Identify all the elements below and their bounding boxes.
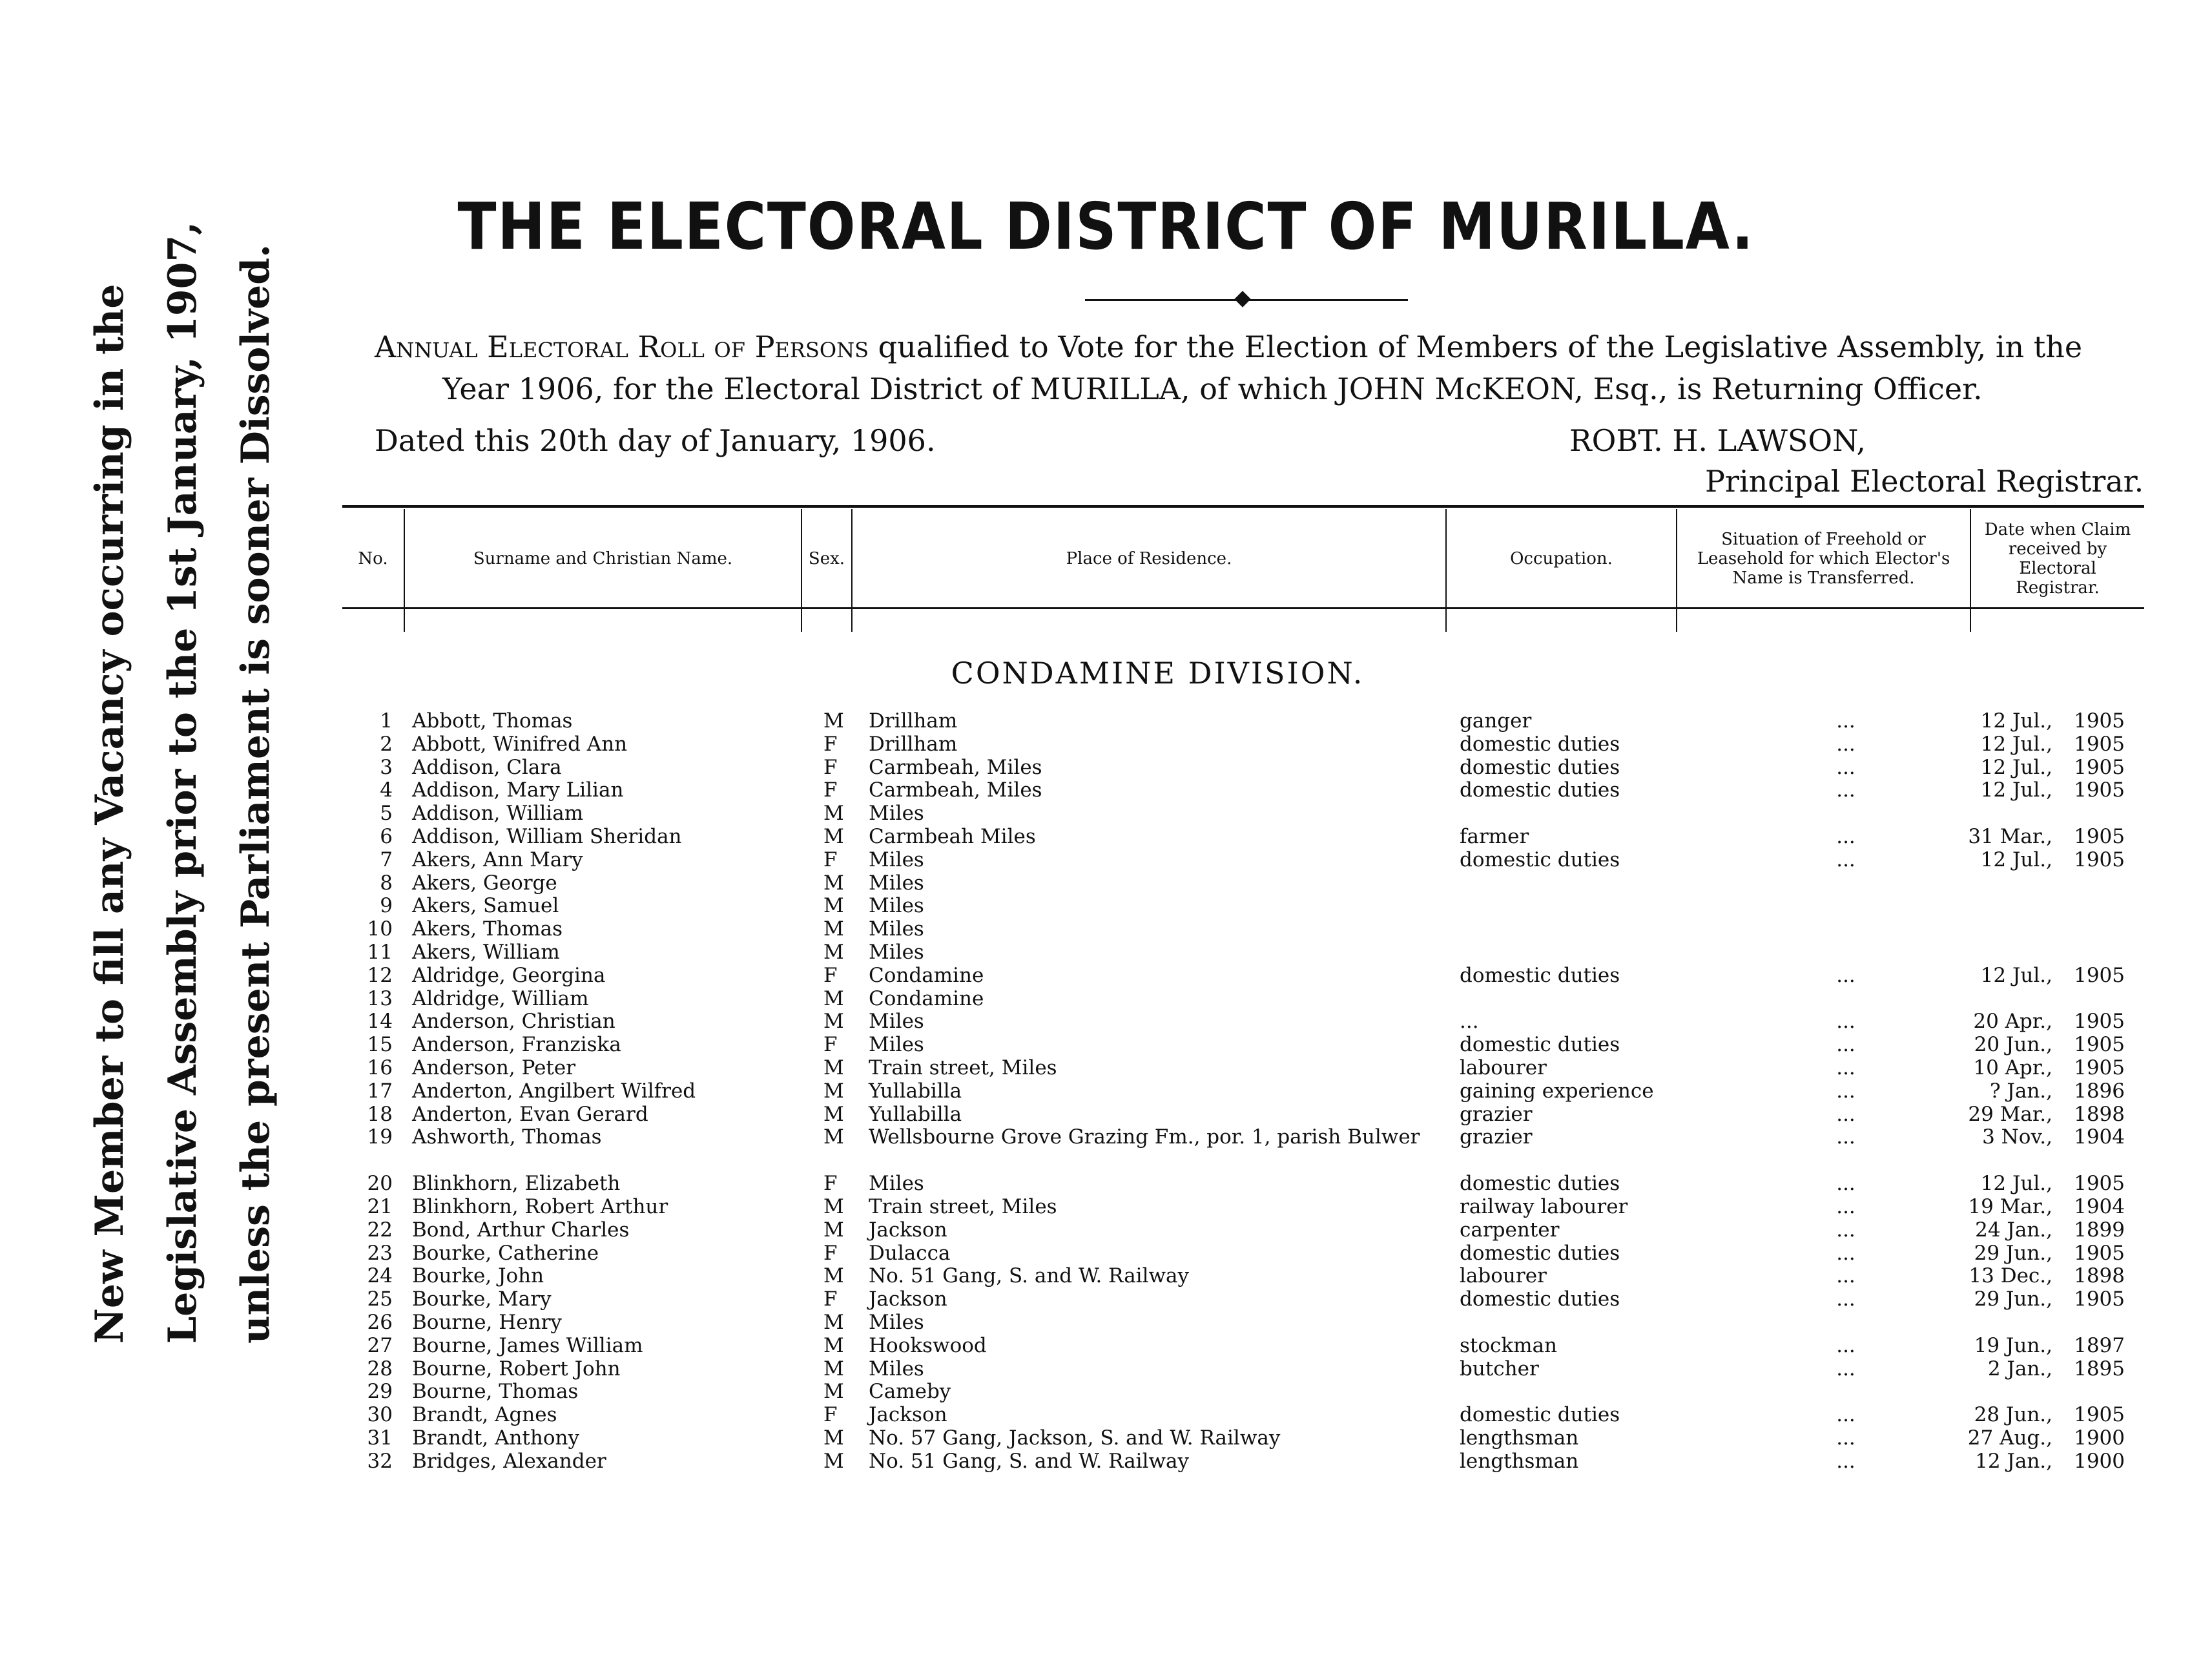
- claim-date-day: 12 Jan.,: [1975, 1449, 2052, 1473]
- elector-residence: Yullabilla: [869, 1079, 962, 1103]
- table-row: [0, 709, 2212, 733]
- claim-date-day: 31 Mar.,: [1968, 825, 2052, 848]
- elector-situation: ...: [1836, 963, 1855, 987]
- row-number: 19: [367, 1125, 393, 1149]
- claim-date-day: 27 Aug.,: [1967, 1426, 2052, 1450]
- elector-situation: ...: [1836, 1125, 1855, 1149]
- elector-name: Blinkhorn, Elizabeth: [412, 1172, 621, 1196]
- elector-residence: Miles: [869, 894, 924, 918]
- row-number: 23: [367, 1241, 393, 1265]
- elector-sex: F: [823, 1241, 838, 1265]
- elector-situation: ...: [1836, 1357, 1855, 1380]
- elector-sex: M: [823, 1195, 844, 1218]
- elector-residence: Jackson: [869, 1287, 947, 1311]
- row-number: 20: [367, 1172, 393, 1196]
- row-number: 7: [380, 848, 393, 871]
- claim-date-year: 1905: [2074, 1010, 2125, 1034]
- elector-name: Anderson, Christian: [412, 1010, 615, 1034]
- elector-residence: Miles: [869, 1033, 924, 1057]
- table-row: [0, 1172, 2212, 1195]
- elector-sex: F: [823, 1287, 838, 1311]
- table-row: [0, 1287, 2212, 1311]
- table-row: [0, 1450, 2212, 1473]
- elector-sex: M: [823, 709, 844, 733]
- elector-sex: M: [823, 1357, 844, 1380]
- row-number: 10: [367, 917, 393, 941]
- claim-date-day: 12 Jul.,: [1980, 755, 2052, 779]
- elector-occupation: butcher: [1460, 1357, 1539, 1380]
- elector-sex: F: [823, 1033, 838, 1057]
- elector-name: Bourne, James William: [412, 1333, 643, 1357]
- elector-sex: M: [823, 1264, 844, 1288]
- row-number: 3: [380, 755, 393, 779]
- claim-date-year: 1905: [2074, 963, 2125, 987]
- claim-date-year: 1904: [2074, 1125, 2125, 1149]
- table-row: [0, 778, 2212, 802]
- elector-residence: Dulacca: [869, 1241, 951, 1265]
- elector-occupation: domestic duties: [1460, 1241, 1620, 1265]
- claim-date-year: 1905: [2074, 848, 2125, 871]
- table-row: [0, 756, 2212, 779]
- claim-date-year: 1905: [2074, 778, 2125, 802]
- row-number: 15: [367, 1033, 393, 1057]
- elector-occupation: domestic duties: [1460, 1287, 1620, 1311]
- intro-small-caps: Annual Electoral Roll of Persons: [375, 329, 869, 364]
- elector-residence: Hookswood: [869, 1333, 987, 1357]
- elector-sex: M: [823, 1125, 844, 1149]
- claim-date-day: 24 Jan.,: [1975, 1218, 2052, 1242]
- elector-name: Bourke, Catherine: [412, 1241, 599, 1265]
- row-number: 1: [380, 709, 393, 733]
- table-row: [0, 1426, 2212, 1450]
- intro-line-2: Year 1906, for the Electoral District of MURILLA, of which JOHN McKEON, Esq., is Returning Officer.: [442, 371, 1983, 406]
- table-row: [0, 825, 2212, 848]
- claim-date-day: 20 Jun.,: [1974, 1033, 2052, 1057]
- table-row: [0, 964, 2212, 987]
- row-number: 6: [380, 825, 393, 848]
- elector-residence: Condamine: [869, 986, 984, 1010]
- elector-sex: M: [823, 1333, 844, 1357]
- elector-situation: ...: [1836, 732, 1855, 756]
- elector-name: Akers, George: [412, 871, 557, 895]
- elector-residence: Carmbeah, Miles: [869, 778, 1042, 802]
- elector-name: Akers, Ann Mary: [412, 848, 583, 871]
- table-row: [0, 1125, 2212, 1149]
- row-number: 26: [367, 1311, 393, 1334]
- elector-situation: ...: [1836, 1102, 1855, 1126]
- table-row: [0, 1357, 2212, 1380]
- elector-name: Abbott, Thomas: [412, 709, 573, 733]
- table-row: [0, 917, 2212, 941]
- elector-residence: Miles: [869, 1357, 924, 1380]
- elector-name: Akers, Samuel: [412, 894, 559, 918]
- table-row: [0, 894, 2212, 917]
- elector-sex: F: [823, 732, 838, 756]
- elector-residence: Miles: [869, 1172, 924, 1196]
- claim-date-year: 1905: [2074, 825, 2125, 848]
- elector-name: Addison, William Sheridan: [412, 825, 682, 848]
- elector-residence: Miles: [869, 1010, 924, 1034]
- claim-date-day: 28 Jun.,: [1974, 1403, 2052, 1427]
- header-name: Surname and Christian Name.: [473, 549, 733, 568]
- elector-name: Akers, William: [412, 941, 560, 964]
- claim-date-year: 1898: [2074, 1264, 2125, 1288]
- claim-date-day: 2 Jan.,: [1987, 1357, 2052, 1380]
- header-occupation: Occupation.: [1510, 549, 1613, 568]
- table-top-rule: [342, 505, 2144, 508]
- elector-name: Addison, William: [412, 802, 584, 826]
- row-number: 30: [367, 1403, 393, 1427]
- elector-sex: M: [823, 894, 844, 918]
- table-row: [0, 1380, 2212, 1403]
- elector-sex: M: [823, 825, 844, 848]
- table-row: [0, 871, 2212, 895]
- elector-situation: ...: [1836, 1079, 1855, 1103]
- elector-sex: F: [823, 1403, 838, 1427]
- elector-occupation: domestic duties: [1460, 755, 1620, 779]
- elector-occupation: lengthsman: [1460, 1449, 1579, 1473]
- elector-sex: F: [823, 755, 838, 779]
- elector-situation: ...: [1836, 825, 1855, 848]
- elector-name: Bourke, Mary: [412, 1287, 552, 1311]
- elector-residence: Miles: [869, 848, 924, 871]
- claim-date-year: 1905: [2074, 1056, 2125, 1079]
- elector-occupation: gaining experience: [1460, 1079, 1654, 1103]
- row-number: 25: [367, 1287, 393, 1311]
- page-title: THE ELECTORAL DISTRICT OF MURILLA.: [457, 189, 1755, 264]
- row-number: 13: [367, 986, 393, 1010]
- elector-name: Anderton, Evan Gerard: [412, 1102, 648, 1126]
- header-no: No.: [358, 549, 388, 568]
- elector-situation: ...: [1836, 778, 1855, 802]
- row-number: 9: [380, 894, 393, 918]
- claim-date-day: 29 Mar.,: [1968, 1102, 2052, 1126]
- elector-name: Brandt, Anthony: [412, 1426, 579, 1450]
- elector-name: Brandt, Agnes: [412, 1403, 557, 1427]
- table-row: [0, 1195, 2212, 1218]
- elector-sex: M: [823, 917, 844, 941]
- elector-sex: M: [823, 1426, 844, 1450]
- row-number: 5: [380, 802, 393, 826]
- row-number: 4: [380, 778, 393, 802]
- signatory-title: Principal Electoral Registrar.: [1705, 464, 2144, 499]
- claim-date-day: ? Jan.,: [1989, 1079, 2052, 1103]
- elector-occupation: stockman: [1460, 1333, 1558, 1357]
- elector-situation: ...: [1836, 1403, 1855, 1427]
- claim-date-year: 1905: [2074, 732, 2125, 756]
- elector-occupation: domestic duties: [1460, 1403, 1620, 1427]
- claim-date-year: 1904: [2074, 1195, 2125, 1218]
- row-number: 11: [367, 941, 393, 964]
- claim-date-day: 3 Nov.,: [1982, 1125, 2052, 1149]
- elector-residence: Train street, Miles: [869, 1195, 1057, 1218]
- row-number: 18: [367, 1102, 393, 1126]
- elector-situation: ...: [1836, 1010, 1855, 1034]
- elector-occupation: carpenter: [1460, 1218, 1560, 1242]
- elector-residence: Jackson: [869, 1403, 947, 1427]
- elector-situation: ...: [1836, 1264, 1855, 1288]
- table-row: [0, 1218, 2212, 1242]
- row-number: 27: [367, 1333, 393, 1357]
- claim-date-year: 1895: [2074, 1357, 2125, 1380]
- claim-date-year: 1905: [2074, 709, 2125, 733]
- table-row: [0, 1056, 2212, 1079]
- elector-name: Anderson, Franziska: [412, 1033, 621, 1057]
- table-header-rule: [342, 607, 2144, 609]
- elector-occupation: domestic duties: [1460, 963, 1620, 987]
- elector-residence: No. 51 Gang, S. and W. Railway: [869, 1449, 1190, 1473]
- elector-occupation: ...: [1460, 1010, 1479, 1034]
- side-note-line-3: unless the present Parliament is sooner Dissolved.: [233, 244, 278, 1344]
- division-heading: CONDAMINE DIVISION.: [951, 656, 1365, 691]
- elector-sex: M: [823, 1380, 844, 1404]
- header-date: Date when Claim received by Electoral Registrar.: [1984, 520, 2131, 598]
- elector-sex: F: [823, 778, 838, 802]
- elector-occupation: railway labourer: [1460, 1195, 1628, 1218]
- elector-residence: Condamine: [869, 963, 984, 987]
- row-number: 28: [367, 1357, 393, 1380]
- row-number: 8: [380, 871, 393, 895]
- elector-residence: No. 57 Gang, Jackson, S. and W. Railway: [869, 1426, 1281, 1450]
- elector-situation: ...: [1836, 1449, 1855, 1473]
- elector-name: Anderson, Peter: [412, 1056, 576, 1079]
- table-row: [0, 1033, 2212, 1056]
- elector-occupation: labourer: [1460, 1056, 1547, 1079]
- elector-residence: No. 51 Gang, S. and W. Railway: [869, 1264, 1190, 1288]
- elector-occupation: domestic duties: [1460, 1172, 1620, 1196]
- row-number: 29: [367, 1380, 393, 1404]
- row-number: 14: [367, 1010, 393, 1034]
- table-row: [0, 941, 2212, 964]
- table-row: [0, 1311, 2212, 1334]
- elector-residence: Train street, Miles: [869, 1056, 1057, 1079]
- elector-name: Addison, Clara: [412, 755, 562, 779]
- row-number: 31: [367, 1426, 393, 1450]
- row-number: 32: [367, 1449, 393, 1473]
- elector-situation: ...: [1836, 755, 1855, 779]
- signatory-name: ROBT. H. LAWSON,: [1569, 423, 1866, 458]
- elector-residence: Carmbeah Miles: [869, 825, 1036, 848]
- elector-name: Akers, Thomas: [412, 917, 563, 941]
- elector-occupation: lengthsman: [1460, 1426, 1579, 1450]
- claim-date-day: 10 Apr.,: [1973, 1056, 2052, 1079]
- claim-date-year: 1905: [2074, 1241, 2125, 1265]
- elector-name: Aldridge, William: [412, 986, 589, 1010]
- elector-occupation: domestic duties: [1460, 848, 1620, 871]
- dated-line: Dated this 20th day of January, 1906.: [375, 423, 936, 458]
- table-row: [0, 733, 2212, 756]
- claim-date-year: 1905: [2074, 1403, 2125, 1427]
- elector-residence: Jackson: [869, 1218, 947, 1242]
- side-note-line-1: New Member to fill any Vacancy occurring in the: [87, 284, 132, 1344]
- elector-name: Abbott, Winifred Ann: [412, 732, 628, 756]
- elector-residence: Drillham: [869, 709, 958, 733]
- claim-date-day: 12 Jul.,: [1980, 848, 2052, 871]
- elector-name: Bourke, John: [412, 1264, 544, 1288]
- claim-date-day: 13 Dec.,: [1969, 1264, 2052, 1288]
- elector-sex: F: [823, 848, 838, 871]
- row-number: 16: [367, 1056, 393, 1079]
- elector-name: Bond, Arthur Charles: [412, 1218, 630, 1242]
- claim-date-year: 1905: [2074, 1033, 2125, 1057]
- side-note-line-2: Legislative Assembly prior to the 1st January, 1907,: [160, 221, 205, 1344]
- elector-sex: M: [823, 802, 844, 826]
- intro-line-1-rest: qualified to Vote for the Election of Members of the Legislative Assembly, in the: [869, 329, 2083, 364]
- elector-name: Bourne, Thomas: [412, 1380, 579, 1404]
- elector-situation: ...: [1836, 848, 1855, 871]
- table-row: [0, 848, 2212, 871]
- elector-name: Bourne, Henry: [412, 1311, 562, 1334]
- elector-situation: ...: [1836, 1172, 1855, 1196]
- claim-date-day: 12 Jul.,: [1980, 778, 2052, 802]
- elector-sex: M: [823, 1102, 844, 1126]
- elector-occupation: ganger: [1460, 709, 1532, 733]
- claim-date-day: 19 Mar.,: [1968, 1195, 2052, 1218]
- elector-situation: ...: [1836, 1287, 1855, 1311]
- table-row: [0, 1010, 2212, 1033]
- claim-date-year: 1899: [2074, 1218, 2125, 1242]
- elector-sex: M: [823, 1079, 844, 1103]
- elector-residence: Yullabilla: [869, 1102, 962, 1126]
- elector-residence: Carmbeah, Miles: [869, 755, 1042, 779]
- table-row: [0, 1264, 2212, 1287]
- elector-residence: Drillham: [869, 732, 958, 756]
- elector-name: Aldridge, Georgina: [412, 963, 606, 987]
- table-row: [0, 1334, 2212, 1357]
- intro-line-1: [375, 329, 2082, 364]
- claim-date-year: 1905: [2074, 1172, 2125, 1196]
- elector-sex: M: [823, 1449, 844, 1473]
- elector-occupation: domestic duties: [1460, 1033, 1620, 1057]
- claim-date-day: 12 Jul.,: [1980, 963, 2052, 987]
- table-row: [0, 1079, 2212, 1103]
- elector-sex: M: [823, 1010, 844, 1034]
- row-number: 24: [367, 1264, 393, 1288]
- row-number: 17: [367, 1079, 393, 1103]
- elector-sex: M: [823, 1056, 844, 1079]
- elector-occupation: grazier: [1460, 1125, 1533, 1149]
- elector-occupation: domestic duties: [1460, 778, 1620, 802]
- claim-date-year: 1900: [2074, 1426, 2125, 1450]
- claim-date-year: 1905: [2074, 755, 2125, 779]
- elector-name: Bridges, Alexander: [412, 1449, 606, 1473]
- row-number: 22: [367, 1218, 393, 1242]
- elector-occupation: grazier: [1460, 1102, 1533, 1126]
- elector-name: Bourne, Robert John: [412, 1357, 621, 1380]
- elector-sex: M: [823, 871, 844, 895]
- claim-date-day: 19 Jun.,: [1974, 1333, 2052, 1357]
- claim-date-day: 12 Jul.,: [1980, 1172, 2052, 1196]
- elector-situation: ...: [1836, 1426, 1855, 1450]
- table-row: [0, 802, 2212, 825]
- elector-occupation: labourer: [1460, 1264, 1547, 1288]
- row-number: 21: [367, 1195, 393, 1218]
- claim-date-year: 1900: [2074, 1449, 2125, 1473]
- elector-residence: Miles: [869, 802, 924, 826]
- table-row: [0, 987, 2212, 1010]
- table-row: [0, 1242, 2212, 1265]
- claim-date-day: 29 Jun.,: [1974, 1241, 2052, 1265]
- claim-date-day: 12 Jul.,: [1980, 709, 2052, 733]
- elector-situation: ...: [1836, 1241, 1855, 1265]
- row-number: 2: [380, 732, 393, 756]
- claim-date-year: 1905: [2074, 1287, 2125, 1311]
- elector-situation: ...: [1836, 1333, 1855, 1357]
- elector-name: Blinkhorn, Robert Arthur: [412, 1195, 668, 1218]
- elector-sex: M: [823, 941, 844, 964]
- elector-residence: Miles: [869, 1311, 924, 1334]
- header-residence: Place of Residence.: [1066, 549, 1232, 568]
- row-number: 12: [367, 963, 393, 987]
- table-row: [0, 1103, 2212, 1126]
- claim-date-year: 1896: [2074, 1079, 2125, 1103]
- claim-date-day: 29 Jun.,: [1974, 1287, 2052, 1311]
- table-row: [0, 1403, 2212, 1426]
- elector-situation: ...: [1836, 1218, 1855, 1242]
- header-sex: Sex.: [808, 549, 845, 568]
- elector-situation: ...: [1836, 1195, 1855, 1218]
- claim-date-day: 12 Jul.,: [1980, 732, 2052, 756]
- elector-residence: Wellsbourne Grove Grazing Fm., por. 1, parish Bulwer: [869, 1125, 1420, 1149]
- elector-occupation: domestic duties: [1460, 732, 1620, 756]
- claim-date-year: 1898: [2074, 1102, 2125, 1126]
- elector-sex: F: [823, 963, 838, 987]
- claim-date-day: 20 Apr.,: [1973, 1010, 2052, 1034]
- elector-sex: F: [823, 1172, 838, 1196]
- elector-occupation: farmer: [1460, 825, 1529, 848]
- elector-name: Anderton, Angilbert Wilfred: [412, 1079, 696, 1103]
- elector-name: Ashworth, Thomas: [412, 1125, 602, 1149]
- elector-situation: ...: [1836, 709, 1855, 733]
- header-situation: Situation of Freehold or Leasehold for which Elector's Name is Transferred.: [1697, 530, 1950, 588]
- claim-date-year: 1897: [2074, 1333, 2125, 1357]
- elector-residence: Miles: [869, 871, 924, 895]
- elector-residence: Cameby: [869, 1380, 951, 1404]
- elector-situation: ...: [1836, 1033, 1855, 1057]
- elector-sex: M: [823, 986, 844, 1010]
- elector-situation: ...: [1836, 1056, 1855, 1079]
- elector-name: Addison, Mary Lilian: [412, 778, 624, 802]
- title-ornament-icon: [1234, 291, 1250, 307]
- elector-sex: M: [823, 1311, 844, 1334]
- elector-residence: Miles: [869, 941, 924, 964]
- elector-sex: M: [823, 1218, 844, 1242]
- elector-residence: Miles: [869, 917, 924, 941]
